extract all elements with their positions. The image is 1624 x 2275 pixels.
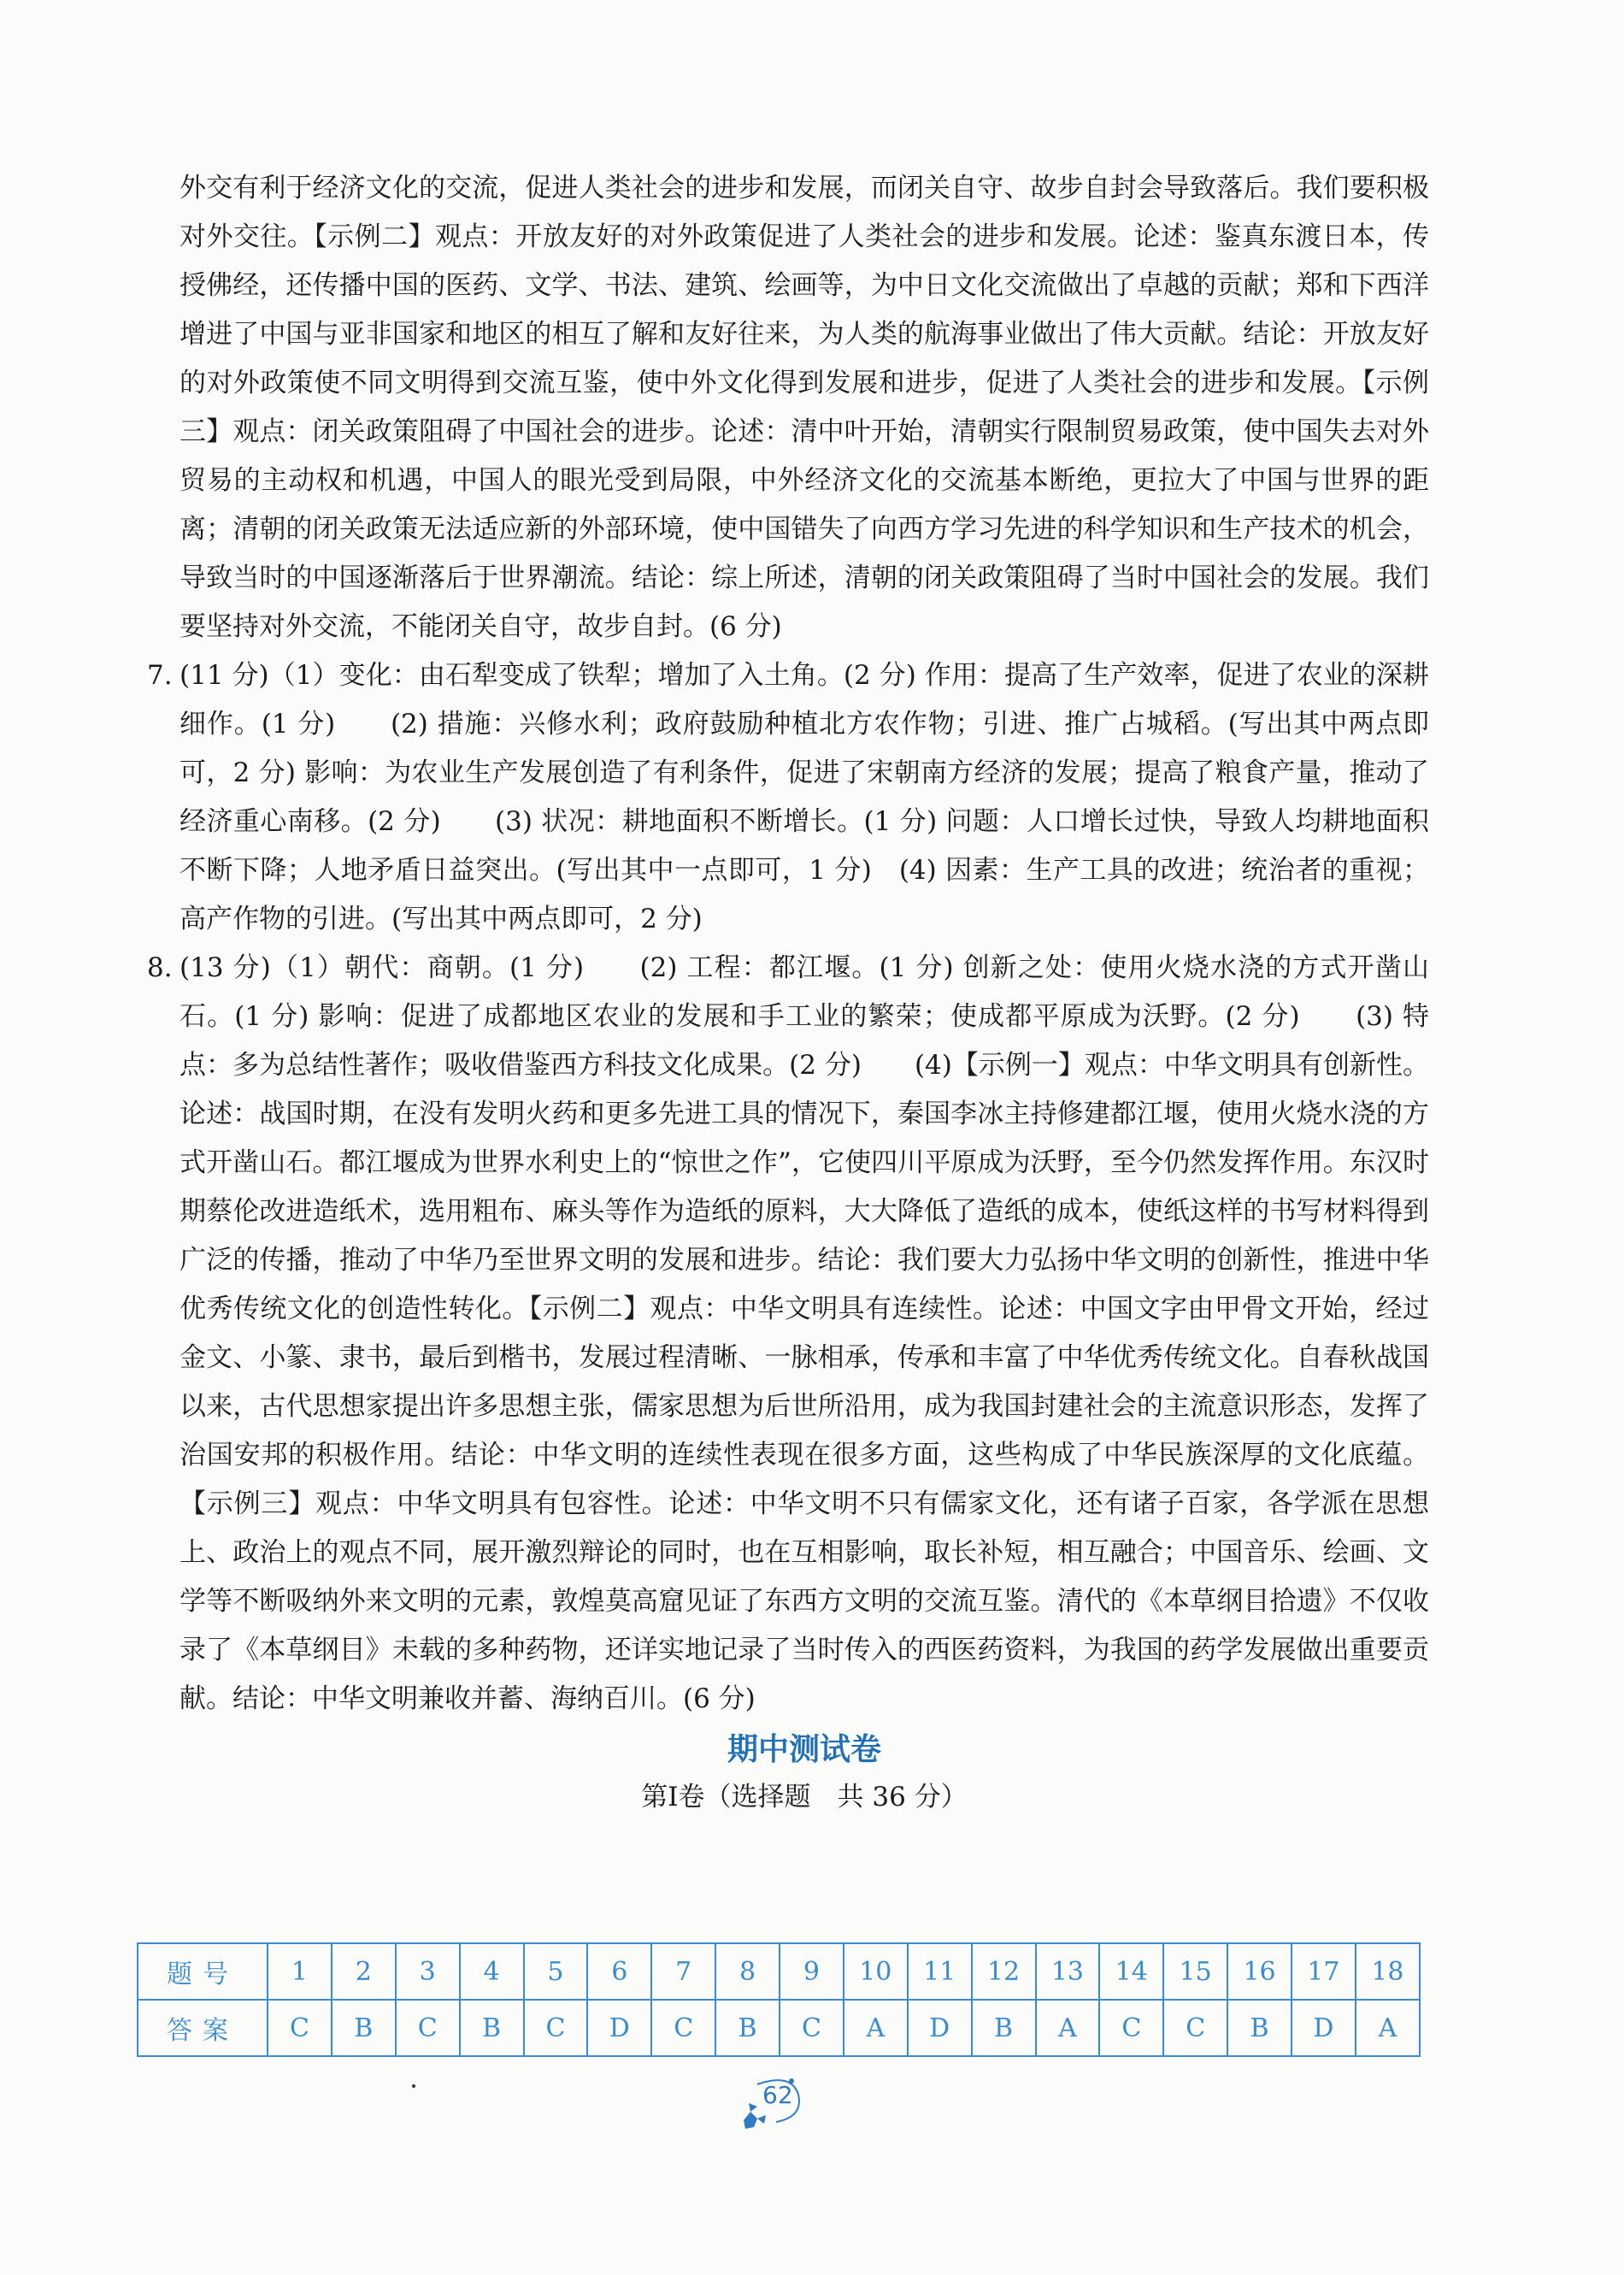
question-number-cell: 9 [780, 1943, 844, 2000]
answer-cell: A [844, 2000, 908, 2056]
answer-cell: B [972, 2000, 1036, 2056]
page-number-badge [732, 2069, 805, 2137]
stray-dot [412, 2084, 415, 2088]
row-label-answers: 答案 [138, 2000, 268, 2056]
answer-cell: B [332, 2000, 396, 2056]
question-number-cell: 11 [908, 1943, 972, 2000]
question-number-cell: 15 [1163, 1943, 1227, 2000]
answer-cell: C [1099, 2000, 1163, 2056]
continuation-paragraph: 外交有利于经济文化的交流，促进人类社会的进步和发展，而闭关自守、故步自封会导致落后。我们要积极对外交往。【示例二】观点：开放友好的对外政策促进了人类社会的进步和发展。论述：鉴真东渡日本，传授佛经，还传播中国的医药、文学、书法、建筑、绘画等，为中日文化交流做出了卓越的贡献；郑和下西洋增进了中国与亚非国家和地区的相互了解和友好往来，为人类的航海事业做出了伟大贡献。结论：开放友好的对外政策使不同文明得到交流互鉴，使中外文化得到发展和进步，促进了人类社会的进步和发展。【示例三】观点：闭关政策阻碍了中国社会的进步。论述：清中叶开始，清朝实行限制贸易政策，使中国失去对外贸易的主动权和机遇，中国人的眼光受到局限，中外经济文化的交流基本断绝，更拉大了中国与世界的距离；清朝的闭关政策无法适应新的外部环境，使中国错失了向西方学习先进的科学知识和生产技术的机会，导致当时的中国逐渐落后于世界潮流。结论：综上所述，清朝的闭关政策阻碍了当时中国社会的发展。我们要坚持对外交流，不能闭关自守，故步自封。(6 分) [179, 173, 1429, 642]
question-number-cell: 1 [268, 1943, 332, 2000]
question-number-cell: 7 [651, 1943, 715, 2000]
question-number-cell: 16 [1227, 1943, 1292, 2000]
answer-cell: A [1036, 2000, 1100, 2056]
answer-cell: C [524, 2000, 588, 2056]
question-number-row [138, 1943, 1420, 2000]
answer-cell: B [460, 2000, 524, 2056]
answer-cell: D [587, 2000, 651, 2056]
page-number: 62 [762, 2081, 793, 2109]
answer-cell: C [396, 2000, 460, 2056]
question-number-cell: 5 [524, 1943, 588, 2000]
answer-cell: D [1292, 2000, 1356, 2056]
section-title: 期中测试卷 [727, 1731, 881, 1767]
answer-cell: A [1356, 2000, 1420, 2056]
answer-cell: D [908, 2000, 972, 2056]
question-number-cell: 10 [844, 1943, 908, 2000]
section-subtitle: 第Ⅰ卷（选择题 共 36 分） [641, 1782, 968, 1812]
answer-cell: B [715, 2000, 780, 2056]
answer-cell: B [1227, 2000, 1292, 2056]
answer-cell: C [651, 2000, 715, 2056]
question-number-cell: 2 [332, 1943, 396, 2000]
answer-cell: C [1163, 2000, 1227, 2056]
question-7 [147, 651, 1429, 944]
question-number-cell: 3 [396, 1943, 460, 2000]
question-7-answer: (11 分)（1）变化：由石犁变成了铁犁；增加了入土角。(2 分) 作用：提高了生产效率，促进了农业的深耕细作。(1 分) (2) 措施：兴修水利；政府鼓励种植北方农作物；引进、推广占城稻。(写出其中两点即可，2 分) 影响：为农业生产发展创造了有利条件，促进了宋朝南方经济的发展；提高了粮食产量，推动了经济重心南移。(2 分) (3) 状况：耕地面积不断增长。(1 分) 问题：人口增长过快，导致人均耕地面积不断下降；人地矛盾日益突出。(写出其中一点即可，1 分) (4) 因素：生产工具的改进；统治者的重视；高产作物的引进。(写出其中两点即可，2 分) [179, 660, 1429, 934]
question-8-number: 8. [147, 952, 173, 983]
question-8 [147, 944, 1429, 1724]
question-7-number: 7. [147, 660, 173, 691]
question-number-cell: 12 [972, 1943, 1036, 2000]
question-8-answer: (13 分)（1）朝代：商朝。(1 分) (2) 工程：都江堰。(1 分) 创新之处：使用火烧水浇的方式开凿山石。(1 分) 影响：促进了成都地区农业的发展和手工业的繁荣；使成都平原成为沃野。(2 分) (3) 特点：多为总结性著作；吸收借鉴西方科技文化成果。(2 分) (4)【示例一】观点：中华文明具有创新性。论述：战国时期，在没有发明火药和更多先进工具的情况下，秦国李冰主持修建都江堰，使用火烧水浇的方式开凿山石。都江堰成为世界水利史上的“惊世之作”，它使四川平原成为沃野，至今仍然发挥作用。东汉时期蔡伦改进造纸术，选用粗布、麻头等作为造纸的原料，大大降低了造纸的成本，使纸这样的书写材料得到广泛的传播，推动了中华乃至世界文明的发展和进步。结论：我们要大力弘扬中华文明的创新性，推进中华优秀传统文化的创造性转化。【示例二】观点：中华文明具有连续性。论述：中国文字由甲骨文开始，经过金文、小篆、隶书，最后到楷书，发展过程清晰、一脉相承，传承和丰富了中华优秀传统文化。自春秋战国以来，古代思想家提出许多思想主张，儒家思想为后世所沿用，成为我国封建社会的主流意识形态，发挥了治国安邦的积极作用。结论：中华文明的连续性表现在很多方面，这些构成了中华民族深厚的文化底蕴。【示例三】观点：中华文明具有包容性。论述：中华文明不只有儒家文化，还有诸子百家，各学派在思想上、政治上的观点不同，展开激烈辩论的同时，也在互相影响，取长补短，相互融合；中国音乐、绘画、文学等不断吸纳外来文明的元素，敦煌莫高窟见证了东西方文明的交流互鉴。清代的《本草纲目拾遗》不仅收录了《本草纲目》未载的多种药物，还详实地记录了当时传入的西医药资料，为我国的药学发展做出重要贡献。结论：中华文明兼收并蓄、海纳百川。(6 分) [179, 952, 1429, 1714]
question-number-cell: 13 [1036, 1943, 1100, 2000]
row-label-numbers: 题号 [138, 1943, 268, 2000]
question-number-cell: 4 [460, 1943, 524, 2000]
question-number-cell: 17 [1292, 1943, 1356, 2000]
question-number-cell: 14 [1099, 1943, 1163, 2000]
answer-content [147, 164, 1429, 1821]
answer-cell: C [268, 2000, 332, 2056]
answer-row [138, 2000, 1420, 2056]
question-number-cell: 18 [1356, 1943, 1420, 2000]
question-number-cell: 8 [715, 1943, 780, 2000]
answer-table [137, 1942, 1421, 2057]
answer-cell: C [780, 2000, 844, 2056]
question-number-cell: 6 [587, 1943, 651, 2000]
